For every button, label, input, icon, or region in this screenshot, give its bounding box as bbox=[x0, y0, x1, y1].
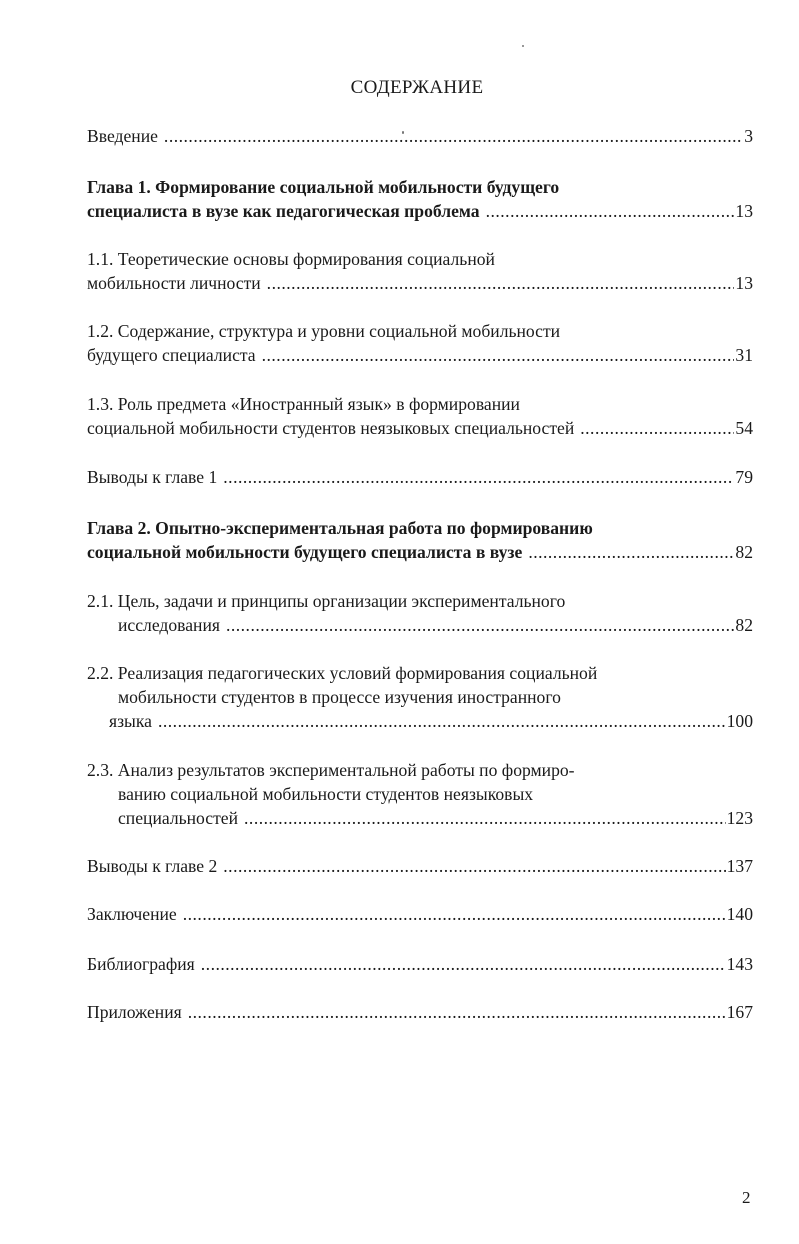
toc-page-number: 3 bbox=[744, 126, 753, 146]
dot-leader bbox=[183, 902, 726, 926]
toc-entry-text: специалиста в вузе как педагогическая проблема bbox=[87, 201, 480, 221]
toc-entry-text: специальностей bbox=[118, 808, 239, 828]
dot-leader bbox=[188, 1000, 726, 1024]
toc-entry-text: Заключение bbox=[87, 904, 177, 924]
toc-entry-text: будущего специалиста bbox=[87, 345, 256, 365]
toc-entry-text: 1.1. Теоретические основы формирования социальной bbox=[87, 249, 495, 269]
toc-entry-text: социальной мобильности будущего специалиста в вузе bbox=[87, 542, 523, 562]
toc-entry[interactable] bbox=[87, 175, 753, 223]
toc-page-number: 143 bbox=[726, 954, 753, 974]
toc-entry-text: мобильности личности bbox=[87, 273, 261, 293]
scan-speck bbox=[522, 45, 524, 47]
toc-entry-text: ванию социальной мобильности студентов неязыковых bbox=[118, 784, 534, 804]
toc-entry[interactable] bbox=[87, 589, 753, 637]
toc-entry[interactable] bbox=[87, 465, 753, 489]
page-number: 2 bbox=[742, 1188, 751, 1207]
dot-leader bbox=[223, 465, 734, 489]
dot-leader bbox=[223, 854, 725, 878]
toc-entry-text: Библиография bbox=[87, 954, 195, 974]
toc-entry[interactable] bbox=[87, 661, 753, 733]
toc-page-number: 167 bbox=[726, 1002, 753, 1022]
dot-leader bbox=[164, 124, 743, 148]
toc-page-number: 100 bbox=[726, 711, 753, 731]
toc-page-number: 31 bbox=[735, 345, 753, 365]
dot-leader bbox=[244, 806, 726, 830]
toc-page-number: 140 bbox=[726, 904, 753, 924]
toc-entry-text: Выводы к главе 1 bbox=[87, 467, 218, 487]
toc-entry[interactable] bbox=[87, 1000, 753, 1024]
dot-leader bbox=[580, 416, 734, 440]
toc-entry[interactable] bbox=[87, 902, 753, 926]
toc-entry-text: Приложения bbox=[87, 1002, 182, 1022]
toc-entry-text: 2.1. Цель, задачи и принципы организации экспериментального bbox=[87, 591, 566, 611]
dot-leader bbox=[158, 709, 726, 733]
toc-entry-text: 2.2. Реализация педагогических условий формирования социальной bbox=[87, 663, 598, 683]
toc-entry-text: мобильности студентов в процессе изучения иностранного bbox=[118, 687, 561, 707]
toc-page-number: 82 bbox=[735, 615, 753, 635]
toc-page-number: 13 bbox=[735, 273, 753, 293]
dot-leader bbox=[267, 271, 735, 295]
dot-leader bbox=[486, 199, 735, 223]
toc-page-number: 137 bbox=[726, 856, 753, 876]
toc-entry[interactable] bbox=[87, 124, 753, 148]
toc-entry-text: 1.3. Роль предмета «Иностранный язык» в формировании bbox=[87, 394, 520, 414]
dot-leader bbox=[528, 540, 734, 564]
toc-entry-text: Введение bbox=[87, 126, 158, 146]
toc-entry-text: 2.3. Анализ результатов экспериментальной работы по формиро- bbox=[87, 760, 575, 780]
toc-page-number: 79 bbox=[735, 467, 753, 487]
toc-entry[interactable] bbox=[87, 854, 753, 878]
toc-entry-text: исследования bbox=[118, 615, 220, 635]
toc-entry[interactable] bbox=[87, 516, 753, 564]
toc-entry-text: Глава 2. Опытно-экспериментальная работа по формированию bbox=[87, 518, 593, 538]
toc-page-number: 82 bbox=[735, 542, 753, 562]
toc-entry-text: Глава 1. Формирование социальной мобильности будущего bbox=[87, 177, 560, 197]
toc-entry[interactable] bbox=[87, 758, 753, 830]
toc-page-number: 123 bbox=[726, 808, 753, 828]
dot-leader bbox=[262, 343, 735, 367]
page-title: СОДЕРЖАНИЕ bbox=[350, 77, 484, 98]
dot-leader bbox=[226, 613, 734, 637]
toc-entry-text: 1.2. Содержание, структура и уровни социальной мобильности bbox=[87, 321, 561, 341]
toc-entry[interactable] bbox=[87, 952, 753, 976]
dot-leader bbox=[201, 952, 726, 976]
toc-page-number: 13 bbox=[735, 201, 753, 221]
toc-entry-text: Выводы к главе 2 bbox=[87, 856, 218, 876]
toc-page-number: 54 bbox=[735, 418, 753, 438]
toc-entry-text: социальной мобильности студентов неязыковых специальностей bbox=[87, 418, 575, 438]
toc-entry[interactable] bbox=[87, 319, 753, 367]
toc-entry[interactable] bbox=[87, 247, 753, 295]
toc-entry[interactable] bbox=[87, 392, 753, 440]
toc-entry-text: языка bbox=[109, 711, 152, 731]
